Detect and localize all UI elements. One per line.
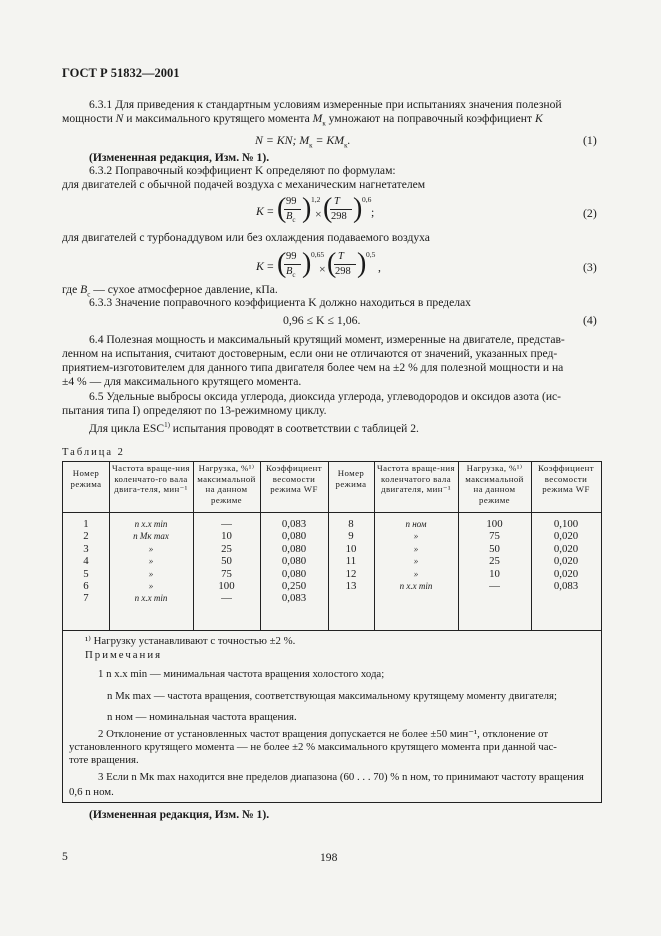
note-1b: n Mк max — частота вращения, соответствующая максимальному крутящему моменту двигателя; — [107, 690, 557, 702]
paragraph-6-4-line3: приятием-изготовителем для данного типа двигателя более чем на ±2 % для полезной мощности и на — [62, 361, 564, 374]
document-header: ГОСТ Р 51832—2001 — [62, 66, 180, 80]
amendment-note-2: (Измененная редакция, Изм. № 1). — [89, 808, 270, 821]
note-3-line1: 3 Если n Mк max находится вне пределов диапазона (60 . . . 70) % n ном, то принимают частоту вращения — [98, 771, 584, 783]
header-wf-right: Коэффициент весомости режима WF — [538, 463, 594, 494]
header-freq-right: Частота враще-ния коленчатого вала двигателя, мин⁻¹ — [377, 463, 455, 494]
col-mode-left: 1 2 3 4 5 6 7 — [83, 518, 89, 605]
page-number-left: 5 — [62, 850, 68, 863]
col-wf-right: 0,100 0,020 0,020 0,020 0,020 0,083 — [553, 518, 579, 592]
header-mode-right: Номер режима — [335, 468, 367, 489]
header-mode-left: Номер режима — [70, 468, 102, 489]
paragraph-6-4-line2: ленном на испытания, считают достоверным, если они не отличаются от значений, указанных пред- — [62, 347, 558, 360]
note-1c: n ном — номинальная частота вращения. — [107, 711, 297, 723]
page-number-center: 198 — [320, 851, 338, 864]
note-2-line3: тоте вращения. — [69, 754, 139, 766]
paragraph-6-3-2-line3: для двигателей с турбонаддувом или без охлаждения подаваемого воздуха — [62, 231, 430, 244]
paragraph-6-3-2-line2: для двигателей с обычной подачей воздуха с механическим нагнетателем — [62, 178, 426, 191]
mode-table — [62, 461, 602, 803]
paragraph-6-3-1-line1: 6.3.1 Для приведения к стандартным условиям измеренные при испытаниях значения полезной — [89, 98, 562, 111]
col-freq-left: n х.х min n Mк max » » » » n х.х min — [133, 519, 169, 604]
paragraph-6-5-line3: Для цикла ESC$^{1)}$ испытания проводят в соответствии с таблицей 2. — [89, 421, 419, 435]
paragraph-6-5-line2: пытания типа I) определяют по 13-режимному циклу. — [62, 404, 327, 417]
note-3-line2: 0,6 n ном. — [69, 786, 114, 798]
table-caption: Таблица 2 — [62, 447, 125, 458]
header-load-left: Нагрузка, %¹⁾ максимальной на данном режиме — [197, 463, 256, 505]
paragraph-6-3-2-line1: 6.3.2 Поправочный коэффициент K определяют по формулам: — [89, 164, 396, 177]
equation-number-2: (2) — [583, 206, 597, 220]
col-load-left: — 10 25 50 75 100 — — [218, 518, 235, 605]
paragraph-6-4-line1: 6.4 Полезная мощность и максимальный крутящий момент, измеренные на двигателе, представ- — [89, 333, 565, 346]
header-load-right: Нагрузка, %¹⁾ максимальной на данном режиме — [465, 463, 524, 505]
equation-number-3: (3) — [583, 260, 597, 274]
paragraph-6-5-line1: 6.5 Удельные выбросы оксида углерода, диоксида углерода, углеводородов и оксидов азота (ис- — [89, 390, 562, 403]
amendment-note-1: (Измененная редакция, Изм. № 1). — [89, 151, 270, 164]
document-page: ГОСТ Р 51832—2001 6.3.1 Для приведения к стандартным условиям измеренные при испытаниях значения полезной мощности N и максимального крутящего момента $M_к$ умножают на поправочный коэффициент K N = KN; $M_к = KM_к$. (1) (Измененная редакция, Изм. № 1). 6.3.2 Поправочный коэффициент K определяют по формулам: для двигателей с обычной подачей воздуха с механическим нагнетателем K = ( 99 $B_c$ ) 1,2 × ( T 298 ) 0,6 ; (2) для двигателей с турбонаддувом или без охлаждения подаваемого воздуха K = ( 99 $B_c$ ) 0,65 × ( T 298 ) 0,5 , (3) где $B_c$ — сухое атмосферное давление, кПа. 6.3.3 Значение поправочного коэффициента K должно находиться в пределах 0,96 ≤ K ≤ 1,06. (4) 6.4 Полезная мощность и максимальный крутящий момент, измеренные на двигателе, представ- ленном на испытания, считают достоверным, если они не отличаются от значений, указанных пред- приятием-изготовителем для данного типа двигателя более чем на ±2 % для полезной мощности и на ±4 % — для максимального крутящего момента. 6.5 Удельные выбросы оксида углерода, диоксида углерода, углеводородов и оксидов азота (ис- пытания типа I) определяют по 13-режимному циклу. Для цикла ESC$^{1)}$ испытания проводят в соответствии с таблицей 2. Таблица 2 Номер режима Частота враще-ния коленчато-го вала двига-теля, мин⁻¹ Нагрузка, %¹⁾ максимальной на данном режиме Коэффициент весомости режима WF Номер режима Частота враще-ния коленчатого вала двигателя, мин⁻¹ Нагрузка, %¹⁾ максимальной на данном режиме Коэффициент весомости режима WF 1 2 3 4 5 6 7 n х.х min n Mк max » » » » n х.х min — 10 25 50 75 100 — 0,083 0,080 0,080 0,080 0,080 0,250 0,083 8 9 10 11 12 13 n ном » » » » n х.х min 100 75 50 25 10 — 0,100 0,020 0,020 0,020 0,020 0,083 ¹⁾ Нагрузку устанавливают с точностью ±2 %. Примечания 1 n х.х min — минимальная частота вращения холостого хода; n Mк max — частота вращения, соответствующая максимальному крутящему моменту двигателя; n ном — номинальная частота вращения. 2 Отклонение от установленных частот вращения допускается не более ±50 мин⁻¹, отклонение от установленного крутящего момента — не более ±2 % максимального крутящего момента при данной час- тоте вращения. 3 Если n Mк max находится вне пределов диапазона (60 . . . 70) % n ном, то принимают частоту вращения 0,6 n ном. (Измененная редакция, Изм. № 1). 5 198 — [0, 0, 661, 936]
note-2-line1: 2 Отклонение от установленных частот вращения допускается не более ±50 мин⁻¹, отклонение от — [98, 728, 549, 740]
where-line: где $B_c$ — сухое атмосферное давление, кПа. — [62, 283, 278, 299]
paragraph-6-3-1-line2: мощности N и максимального крутящего момента $M_к$ умножают на поправочный коэффициент K — [62, 112, 543, 128]
note-1a: 1 n х.х min — минимальная частота вращения холостого хода; — [98, 668, 385, 680]
col-mode-right: 8 9 10 11 12 13 — [345, 518, 357, 592]
col-load-right: 100 75 50 25 10 — — [486, 518, 503, 592]
col-freq-right: n ном » » » » n х.х min — [399, 519, 433, 591]
header-wf-left: Коэффициент весомости режима WF — [266, 463, 322, 494]
paragraph-6-4-line4: ±4 % — для максимального крутящего момента. — [62, 375, 302, 388]
equation-number-1: (1) — [583, 133, 597, 147]
formula-4: 0,96 ≤ K ≤ 1,06. — [283, 313, 361, 327]
equation-number-4: (4) — [583, 313, 597, 327]
notes-title: Примечания — [85, 649, 163, 661]
col-wf-left: 0,083 0,080 0,080 0,080 0,080 0,250 0,083 — [281, 518, 307, 605]
header-freq-left: Частота враще-ния коленчато-го вала двига-теля, мин⁻¹ — [112, 463, 190, 494]
table-footnote: ¹⁾ Нагрузку устанавливают с точностью ±2 %. — [85, 635, 296, 647]
formula-1: N = KN; $M_к = KM_к$. — [255, 133, 351, 150]
note-2-line2: установленного крутящего момента — не более ±2 % максимального крутящего момента при данной час- — [69, 741, 557, 753]
paragraph-6-3-3: 6.3.3 Значение поправочного коэффициента K должно находиться в пределах — [89, 296, 471, 309]
